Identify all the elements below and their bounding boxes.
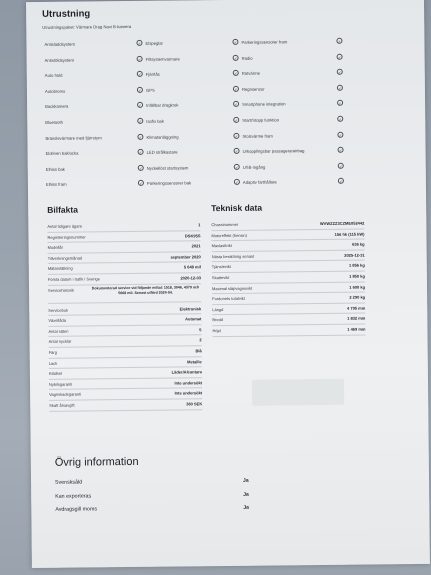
spec-sheet-page	[26, 0, 430, 568]
teknisk-label: Nästa besiktning senast	[211, 253, 255, 259]
check-circle-icon: ✓	[337, 38, 342, 44]
service-history-note: Dokumenterad service vid följande miltal: 1518, 3046, 4379 och 5668 mil. Senast utförd 2024-04.	[91, 285, 200, 296]
bilfakta-label: Modellår	[47, 244, 63, 251]
row-divider	[49, 388, 202, 391]
equipment-item: Start/Stopp funktion	[242, 117, 280, 123]
teknisk-label: Motoreffekt (bensin)	[211, 232, 247, 238]
equipment-item: Regnsensor	[241, 86, 265, 92]
bilfakta-value: Automat	[185, 316, 202, 322]
ovrig-value: Ja	[243, 491, 249, 498]
ovrig-value: Ja	[243, 504, 249, 511]
bilfakta-label: Vagnskadegaranti	[49, 391, 82, 398]
teknisk-value: 1 469 mm	[347, 326, 366, 332]
bilfakta-value: Inte undersökt	[174, 380, 203, 386]
check-circle-icon: ✓	[338, 147, 343, 154]
check-circle-icon: ✓	[137, 40, 142, 46]
check-circle-icon: ✓	[233, 39, 238, 45]
teknisk-label: Skattevikt	[211, 274, 230, 281]
check-circle-icon: ✓	[138, 118, 142, 124]
equipment-item: Bluetooth	[45, 119, 64, 125]
teknisk-value: 636 kg	[352, 241, 365, 247]
row-divider	[212, 292, 365, 295]
check-circle-icon: ✓	[234, 133, 239, 139]
row-divider	[213, 334, 366, 337]
teknisk-value: 2 290 kg	[349, 294, 366, 300]
row-divider	[48, 324, 201, 327]
bilfakta-label: Växellåda	[48, 317, 66, 324]
ovrig-title: Övrig information	[54, 455, 139, 469]
row-divider	[49, 356, 202, 359]
check-circle-icon: ✓	[338, 101, 342, 107]
row-divider	[212, 271, 365, 274]
equipment-package-line: Utrustningspaket: Värmare Drag Navi B-kamera	[42, 23, 132, 30]
equipment-item: Backkamera	[45, 104, 69, 110]
bilfakta-value: Blå	[195, 348, 202, 354]
row-divider	[212, 260, 365, 263]
bilfakta-value: 2021	[191, 243, 201, 249]
equipment-item: Antisladdsystem	[44, 41, 75, 47]
teknisk-value: 1 850 kg	[349, 273, 365, 279]
equipment-item: Fjärrlås	[145, 71, 160, 78]
check-circle-icon: ✓	[338, 85, 342, 91]
equipment-item: Klimatanläggning	[146, 134, 179, 140]
row-divider	[49, 345, 202, 348]
row-divider	[212, 324, 365, 327]
bilfakta-value: 1	[198, 222, 201, 228]
bilfakta-label: Klädsel	[48, 370, 63, 377]
check-circle-icon: ✓	[138, 103, 142, 109]
teknisk-label: Chassinummer	[211, 221, 239, 228]
equipment-item: Elhiss bak	[45, 166, 65, 172]
check-circle-icon: ✓	[338, 132, 343, 138]
check-circle-icon: ✓	[234, 149, 239, 155]
check-circle-icon: ✓	[138, 150, 143, 156]
check-circle-icon: ✓	[235, 180, 239, 186]
ovrig-label: Kan exporteras	[55, 492, 92, 500]
equipment-item: Infällbar dragkrok	[146, 102, 179, 109]
bilfakta-label: Skatt årsavgift	[49, 402, 75, 408]
teknisk-value: WVWZZZ3CZME052442	[319, 220, 365, 227]
bilfakta-label: Servicebok	[48, 307, 69, 313]
bilfakta-value: DSK95S	[184, 232, 201, 239]
row-divider	[212, 313, 365, 316]
teknisk-label: Maxlasttrikt	[211, 243, 232, 249]
bilfakta-label: Nybilsgaranti	[48, 381, 73, 387]
equipment-item: LED strålkastare	[146, 149, 178, 156]
equipment-item: Urkopplingsbar passagerarairbag	[242, 148, 305, 155]
equipment-item: Ratvärme	[241, 70, 260, 77]
equipment-item: Stolsvärme fram	[242, 133, 273, 139]
bilfakta-value: Metallic	[187, 358, 202, 365]
equipment-title: Utrustning	[42, 8, 91, 20]
check-circle-icon: ✓	[139, 181, 143, 187]
check-circle-icon: ✓	[138, 72, 142, 78]
bilfakta-label: Första datum i trafik i Sverige	[47, 276, 100, 282]
check-circle-icon: ✓	[338, 116, 342, 122]
teknisk-label: Bredd	[212, 317, 224, 323]
equipment-item: Elhiss fram	[45, 182, 67, 188]
row-divider	[49, 409, 202, 412]
bilfakta-value: 2	[199, 337, 202, 343]
check-circle-icon: ✓	[137, 56, 142, 62]
teknisk-value: 1 600 kg	[349, 284, 366, 290]
equipment-item: Autobroms	[44, 88, 66, 94]
equipment-item: Parkeringssensorer bak	[146, 180, 192, 187]
bilfakta-label: Tillverkningsmånad	[47, 255, 83, 261]
ovrig-label: Avdragsgill moms	[55, 506, 98, 513]
teknisk-label: Fordonets totalvikt	[212, 295, 245, 302]
equipment-item: Parkeringssensorer fram	[241, 39, 288, 45]
row-divider	[48, 262, 201, 265]
ovrig-label: Svensksåld	[55, 479, 83, 486]
equipment-item: USB-ingång	[242, 164, 266, 170]
bilfakta-title: Bilfakta	[47, 204, 78, 215]
check-circle-icon: ✓	[338, 69, 342, 76]
check-circle-icon: ✓	[339, 163, 343, 169]
check-circle-icon: ✓	[234, 86, 238, 92]
check-circle-icon: ✓	[234, 102, 238, 108]
teknisk-label: Tjänstevikt	[211, 264, 231, 270]
teknisk-label: Höjd	[212, 328, 221, 334]
paper-smudge	[252, 379, 344, 406]
row-divider	[48, 301, 201, 304]
bilfakta-value: 2020-12-03	[180, 275, 201, 281]
equipment-item: Bränslevärmare med fjärrstyrn	[45, 134, 102, 141]
row-divider	[212, 249, 365, 252]
teknisk-label: Maximal släpvagnsvikt	[211, 285, 253, 291]
row-divider	[211, 228, 364, 231]
bilfakta-label: Antal nycklar	[48, 339, 72, 345]
teknisk-value: 1 832 mm	[347, 315, 366, 322]
check-circle-icon: ✓	[339, 179, 343, 185]
equipment-item: Radio	[241, 55, 253, 61]
equipment-item: Elspeglar	[145, 40, 163, 46]
check-circle-icon: ✓	[234, 117, 238, 123]
check-circle-icon: ✓	[138, 134, 143, 140]
bilfakta-label: Antal säten	[48, 328, 69, 334]
check-circle-icon: ✓	[233, 55, 238, 61]
check-circle-icon: ✓	[234, 71, 238, 77]
check-circle-icon: ✓	[235, 164, 239, 170]
teknisk-label: Längd	[212, 306, 224, 312]
equipment-item: Eldriven bakluckа	[45, 150, 79, 157]
row-divider	[47, 230, 200, 233]
row-divider	[49, 377, 202, 380]
row-divider	[49, 366, 202, 369]
equipment-item: Smartphone integration	[242, 101, 286, 108]
check-circle-icon: ✓	[138, 87, 142, 93]
row-divider	[49, 335, 202, 338]
equipment-item: Nyckellöst startsystem	[146, 165, 189, 171]
equipment-item: Isofix bak	[146, 118, 164, 124]
bilfakta-value: 360 SEK	[186, 401, 203, 407]
row-divider	[212, 239, 365, 242]
row-divider	[48, 313, 201, 316]
ovrig-value: Ja	[243, 477, 249, 484]
bilfakta-value: 5	[199, 327, 202, 333]
bilfakta-label: Registreringsnummer	[47, 234, 86, 240]
bilfakta-label: Antal tidigare ägare	[47, 223, 83, 229]
check-circle-icon: ✓	[139, 165, 143, 171]
bilfakta-value: september 2020	[170, 254, 201, 260]
teknisk-value: 1 856 kg	[348, 262, 365, 269]
bilfakta-value: Inte undersökt	[174, 390, 203, 396]
equipment-item: Filtsystemvarmare	[145, 56, 180, 62]
bilfakta-label: Servicehistorik	[48, 287, 75, 293]
equipment-item: GPS	[145, 87, 155, 93]
teknisk-title: Teknisk data	[211, 202, 263, 214]
equipment-item: Adaptiv farthållare	[242, 179, 277, 186]
check-circle-icon: ✓	[337, 54, 342, 60]
bilfakta-label: Färg	[48, 349, 57, 355]
row-divider	[48, 272, 201, 275]
row-divider	[48, 251, 201, 254]
equipment-item: Antistöldsystem	[44, 57, 74, 63]
teknisk-value: 4 795 mm	[346, 305, 366, 311]
row-divider	[49, 398, 202, 401]
bilfakta-label: Lack	[48, 360, 58, 366]
teknisk-value: 2025-12-31	[344, 252, 365, 258]
row-divider	[212, 302, 365, 305]
bilfakta-value: Läder/Alcantara	[171, 369, 202, 375]
bilfakta-label: Mätarställning	[47, 266, 73, 272]
bilfakta-value: Elektronisk	[179, 305, 202, 312]
row-divider	[48, 240, 201, 243]
equipment-item: Auto hold	[44, 72, 63, 79]
bilfakta-value: 5 648 mil	[183, 264, 201, 270]
teknisk-value: 156 hk (115 kW)	[334, 231, 365, 237]
row-divider	[212, 281, 365, 284]
